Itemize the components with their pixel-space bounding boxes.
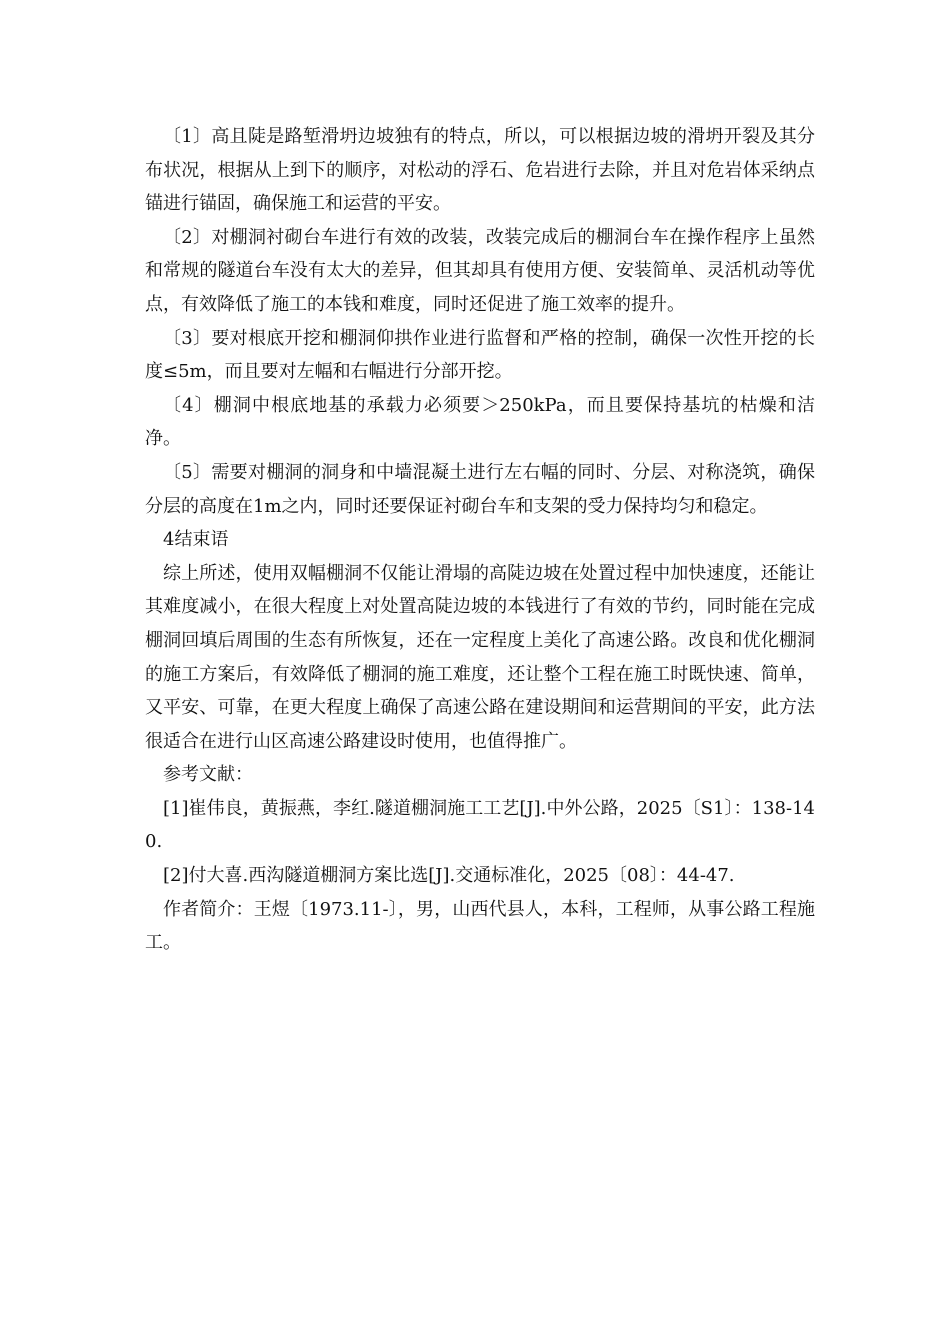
document-page [145,120,815,960]
reference-1: [1]崔伟良，黄振燕，李红.隧道棚洞施工工艺[J].中外公路，2025〔S1〕：138-140. [145,797,815,853]
reference-2: [2]付大喜.西沟隧道棚洞方案比选[J].交通标准化，2025〔08〕：44-47. [163,865,735,887]
references-heading: 参考文献： [163,764,253,786]
conclusion-paragraph: 综上所述，使用双幅棚洞不仅能让滑塌的高陡边坡在处置过程中加快速度，还能让其难度减小，在很大程度上对处置高陡边坡的本钱进行了有效的节约，同时能在完成棚洞回填后周围的生态有所恢复，还在一定程度上美化了高速公路。改良和优化棚洞的施工方案后，有效降低了棚洞的施工难度，还让整个工程在施工时既快速、简单，又平安、可靠，在更大程度上确保了高速公路在建设期间和运营期间的平安，此方法很适合在进行山区高速公路建设时使用，也值得推广。 [145,562,815,752]
list-item-1: 〔1〕高且陡是路堑滑坍边坡独有的特点，所以，可以根据边坡的滑坍开裂及其分布状况，根据从上到下的顺序，对松动的浮石、危岩进行去除，并且对危岩体采纳点锚进行锚固，确保施工和运营的平安。 [145,126,815,215]
list-item-3: 〔3〕要对根底开挖和棚洞仰拱作业进行监督和严格的控制，确保一次性开挖的长度≤5m，而且要对左幅和右幅进行分部开挖。 [145,327,815,383]
list-item-2: 〔2〕对棚洞衬砌台车进行有效的改装，改装完成后的棚洞台车在操作程序上虽然和常规的隧道台车没有太大的差异，但其却具有使用方便、安装简单、灵活机动等优点，有效降低了施工的本钱和难度，同时还促进了施工效率的提升。 [145,226,815,315]
list-item-4: 〔4〕棚洞中根底地基的承载力必须要＞250kPa，而且要保持基坑的枯燥和洁净。 [145,394,815,450]
list-item-5: 〔5〕需要对棚洞的洞身和中墙混凝土进行左右幅的同时、分层、对称浇筑，确保分层的高度在1m之内，同时还要保证衬砌台车和支架的受力保持均匀和稳定。 [145,461,815,517]
section-heading: 4结束语 [163,529,229,551]
author-bio: 作者简介：王煜〔1973.11-〕，男，山西代县人，本科，工程师，从事公路工程施工。 [145,898,815,954]
